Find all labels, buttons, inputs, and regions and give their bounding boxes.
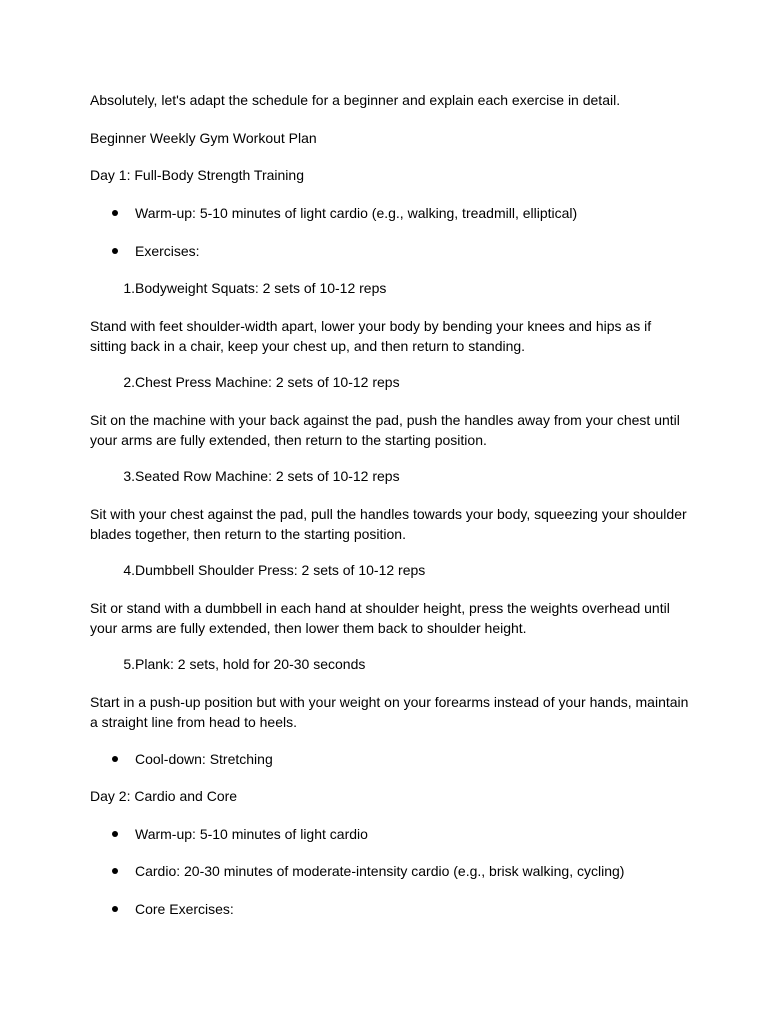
intro-text: Absolutely, let's adapt the schedule for a beginner and explain each exercise in detail. (90, 92, 621, 108)
exercise-number: 1. (123, 280, 135, 296)
day2-cardio-text: Cardio: 20-30 minutes of moderate-intensity cardio (e.g., brisk walking, cycling) (135, 863, 625, 879)
day2-core-label: Core Exercises: (135, 901, 234, 917)
bullet-icon (112, 831, 118, 837)
exercise-item (108, 373, 400, 392)
day2-warmup-item (108, 825, 368, 844)
day1-exercises-label: Exercises: (135, 243, 200, 259)
day1-cooldown-text: Cool-down: Stretching (135, 751, 273, 767)
day1-heading: Day 1: Full-Body Strength Training (90, 167, 304, 183)
exercise-item (108, 279, 386, 298)
exercise-title: Seated Row Machine: 2 sets of 10-12 reps (135, 468, 400, 484)
day1-warmup-text: Warm-up: 5-10 minutes of light cardio (e.g., walking, treadmill, elliptical) (135, 205, 578, 221)
day1-warmup-item (108, 204, 577, 223)
bullet-icon (112, 906, 118, 912)
exercise-description: Sit with your chest against the pad, pull the handles towards your body, squeezing your shoulder blades together, then return to the starting position. (90, 506, 687, 542)
exercise-number: 4. (123, 562, 135, 578)
day2-warmup-text: Warm-up: 5-10 minutes of light cardio (135, 826, 368, 842)
day2-cardio-item (108, 862, 624, 881)
bullet-icon (112, 210, 118, 216)
exercise-number: 3. (123, 468, 135, 484)
day2-core-item (108, 900, 234, 919)
day1-exercises-item (108, 242, 200, 261)
exercise-title: Bodyweight Squats: 2 sets of 10-12 reps (135, 280, 387, 296)
exercise-title: Plank: 2 sets, hold for 20-30 seconds (135, 656, 366, 672)
exercise-description: Sit or stand with a dumbbell in each hand at shoulder height, press the weights overhead until your arms are fully extended, then lower them back to shoulder height. (90, 600, 670, 636)
exercise-description: Start in a push-up position but with your weight on your forearms instead of your hands, maintain a straight line from head to heels. (90, 694, 689, 730)
exercise-title: Chest Press Machine: 2 sets of 10-12 reps (135, 374, 400, 390)
exercise-item (108, 561, 425, 580)
bullet-icon (112, 756, 118, 762)
exercise-number: 5. (123, 656, 135, 672)
day1-cooldown-item (108, 750, 273, 769)
day2-heading: Day 2: Cardio and Core (90, 788, 238, 804)
bullet-icon (112, 868, 118, 874)
exercise-item (108, 655, 365, 674)
exercise-number: 2. (123, 374, 135, 390)
bullet-icon (112, 248, 118, 254)
exercise-description: Sit on the machine with your back against the pad, push the handles away from your chest until your arms are fully extended, then return to the starting position. (90, 412, 680, 448)
exercise-description: Stand with feet shoulder-width apart, lower your body by bending your knees and hips as if sitting back in a chair, keep your chest up, and then return to standing. (90, 318, 652, 354)
plan-title: Beginner Weekly Gym Workout Plan (90, 130, 317, 146)
exercise-title: Dumbbell Shoulder Press: 2 sets of 10-12 reps (135, 562, 426, 578)
exercise-item (108, 467, 400, 486)
